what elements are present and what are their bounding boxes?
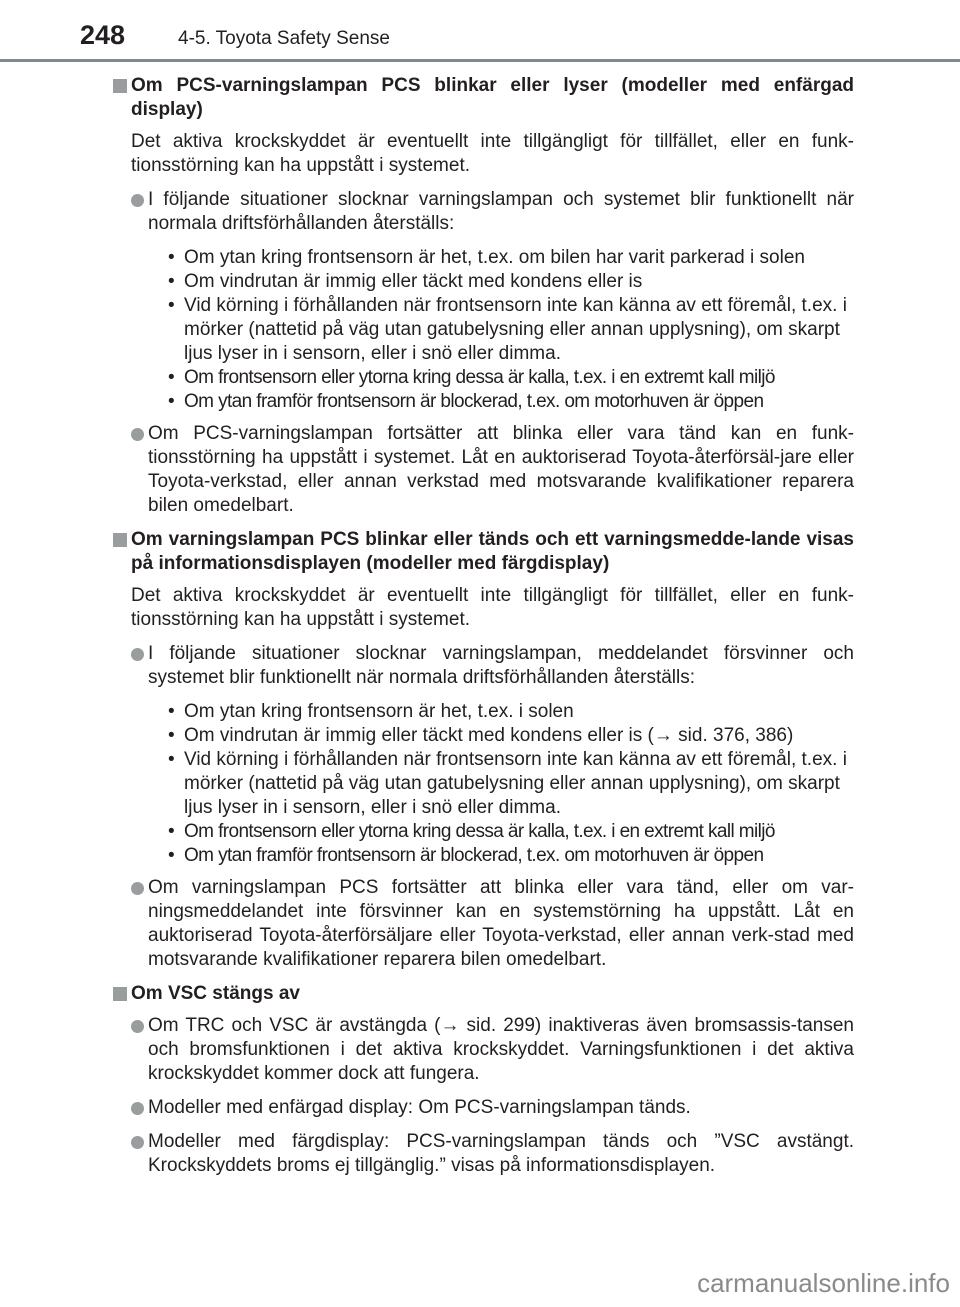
- square-bullet-icon: [113, 987, 127, 1001]
- item-text: Om varningslampan PCS fortsätter att blinka eller vara tänd, eller om var-ningsmeddelandet inte försvinner kan en systemstörning ha uppstått. Låt en auktoriserad Toyota-återförsäljare eller Toyota-verkstad, eller annan verk-stad med motsvarande kvalifikationer reparera bilen omedelbart.: [148, 877, 854, 970]
- item-text: Om PCS-varningslampan fortsätter att blinka eller vara tänd kan en funk-tionsstörning ha uppstått i systemet. Låt en auktoriserad Toyota-återförsäl-jare eller Toyota-verkstad, eller annan verkstad med motsvarande kvalifikationer reparera bilen omedelbart.: [148, 423, 854, 516]
- circle-bullet-icon: [131, 194, 144, 207]
- circle-item: [110, 422, 854, 518]
- paragraph: Det aktiva krockskyddet är eventuellt inte tillgängligt för tillfället, eller en funk-tionsstörning kan ha uppstått i systemet.: [131, 585, 854, 630]
- circle-item: [110, 1014, 854, 1086]
- square-bullet-icon: [113, 79, 127, 93]
- circle-bullet-icon: [131, 648, 144, 661]
- item-text: Modeller med färgdisplay: PCS-varningslampan tänds och ”VSC avstängt. Krockskyddets broms ej tillgänglig.” visas på informationsdisplayen.: [148, 1131, 854, 1176]
- circle-bullet-icon: [131, 882, 144, 895]
- watermark: carmanualsonline.info: [697, 1268, 950, 1298]
- circle-item: [110, 188, 854, 236]
- list-item: • Om ytan framför frontsensorn är blockerad, t.ex. om motorhuven är öppen: [168, 390, 854, 414]
- list-item: • Om frontsensorn eller ytorna kring dessa är kalla, t.ex. i en extremt kall miljö: [168, 366, 854, 390]
- item-text: I följande situationer slocknar varningslampan och systemet blir funktionellt när normala driftsförhållanden återställs:: [148, 189, 854, 234]
- page-content: [110, 74, 854, 1188]
- heading-text: Om VSC stängs av: [131, 983, 300, 1004]
- heading: [110, 74, 854, 122]
- circle-bullet-icon: [131, 1020, 144, 1033]
- circle-item: [110, 1096, 854, 1120]
- circle-item: [110, 642, 854, 690]
- heading-text: Om varningslampan PCS blinkar eller tänds och ett varningsmedde-lande visas på informationsdisplayen (modeller med färgdisplay): [131, 529, 854, 574]
- list-item: • Om ytan kring frontsensorn är het, t.ex. i solen: [168, 700, 854, 724]
- circle-item: [110, 1130, 854, 1178]
- item-text: I följande situationer slocknar varningslampan, meddelandet försvinner och systemet blir funktionellt när normala driftsförhållanden återställs:: [148, 643, 854, 688]
- bullet-list: [110, 700, 854, 868]
- circle-bullet-icon: [131, 428, 144, 441]
- bullet-list: [110, 246, 854, 414]
- circle-bullet-icon: [131, 1136, 144, 1149]
- header-divider: [0, 59, 960, 62]
- list-item: • Vid körning i förhållanden när frontsensorn inte kan känna av ett föremål, t.ex. i mörker (nattetid på väg utan gatubelysning eller annan upplysning), om skarpt ljus lyser in i sensorn, eller i snö eller dimma.: [168, 294, 854, 366]
- heading-text: Om PCS-varningslampan PCS blinkar eller lyser (modeller med enfärgad display): [131, 75, 854, 120]
- item-text: Om TRC och VSC är avstängda (→ sid. 299) inaktiveras även bromsassis-tansen och bromsfunktionen i det aktiva krockskyddet. Varningsfunktionen i det aktiva krockskyddet kommer dock att fungera.: [148, 1015, 854, 1084]
- heading: [110, 982, 854, 1006]
- list-item: • Om frontsensorn eller ytorna kring dessa är kalla, t.ex. i en extremt kall miljö: [168, 820, 854, 844]
- page-number: 248: [80, 20, 126, 50]
- list-item: • Om ytan kring frontsensorn är het, t.ex. om bilen har varit parkerad i solen: [168, 246, 854, 270]
- section-title: 4-5. Toyota Safety Sense: [178, 28, 390, 49]
- list-item: • Om ytan framför frontsensorn är blockerad, t.ex. om motorhuven är öppen: [168, 844, 854, 868]
- list-item: • Vid körning i förhållanden när frontsensorn inte kan känna av ett föremål, t.ex. i mörker (nattetid på väg utan gatubelysning eller annan upplysning), om skarpt ljus lyser in i sensorn, eller i snö eller dimma.: [168, 748, 854, 820]
- circle-item: [110, 876, 854, 972]
- square-bullet-icon: [113, 533, 127, 547]
- list-item: • Om vindrutan är immig eller täckt med kondens eller is: [168, 270, 854, 294]
- item-text: Modeller med enfärgad display: Om PCS-varningslampan tänds.: [148, 1097, 691, 1118]
- paragraph: Det aktiva krockskyddet är eventuellt inte tillgängligt för tillfället, eller en funk-tionsstörning kan ha uppstått i systemet.: [131, 131, 854, 176]
- heading: [110, 528, 854, 576]
- list-item: • Om vindrutan är immig eller täckt med kondens eller is (→ sid. 376, 386): [168, 724, 854, 748]
- circle-bullet-icon: [131, 1102, 144, 1115]
